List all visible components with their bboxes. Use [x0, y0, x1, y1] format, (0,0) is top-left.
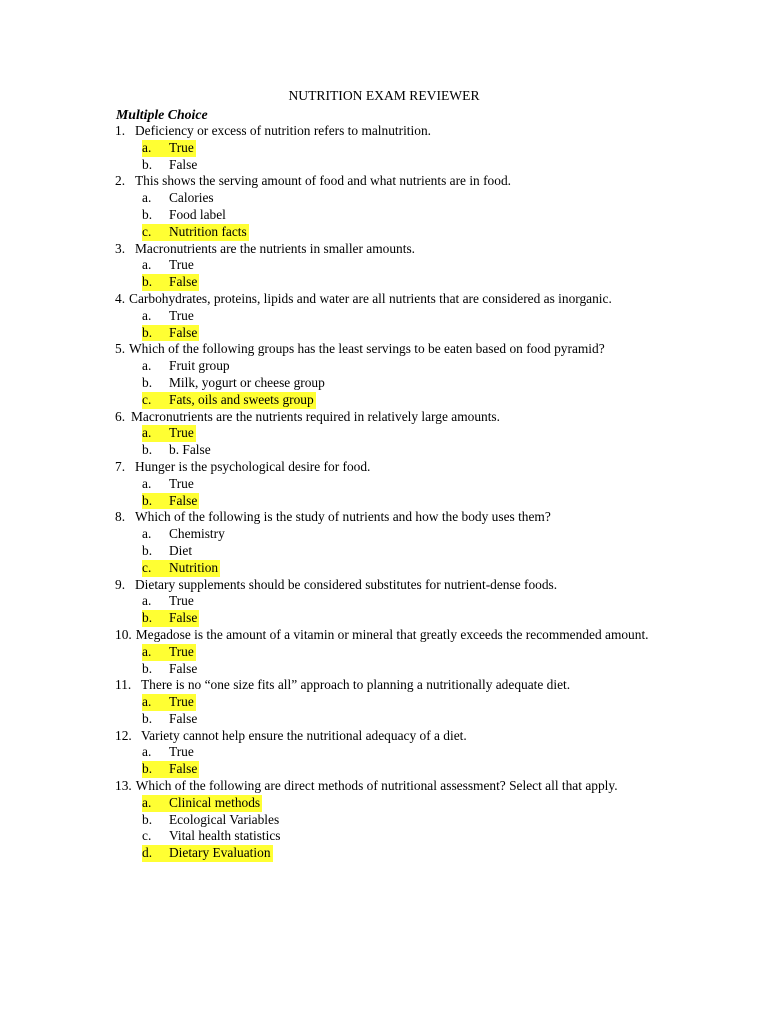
- option-letter: b.: [142, 442, 153, 458]
- section-heading: Multiple Choice: [116, 107, 208, 122]
- option-text: Calories: [169, 190, 214, 206]
- option-text: Chemistry: [169, 526, 225, 542]
- answer-box: [142, 442, 211, 459]
- option-text: True: [169, 744, 194, 760]
- answer-box: [142, 190, 214, 207]
- answer-box: [142, 375, 325, 392]
- question-3: [115, 241, 653, 291]
- option-letter: a.: [142, 694, 152, 710]
- option-letter: a.: [142, 358, 152, 374]
- option-text: False: [169, 274, 198, 290]
- answer-highlight: [142, 560, 220, 577]
- option-letter: b.: [142, 374, 153, 390]
- question-prompt: Which of the following is the study of nutrients and how the body uses them?: [135, 509, 551, 525]
- option-letter: c.: [142, 391, 152, 407]
- question-text: [115, 509, 653, 526]
- answer-option: [142, 694, 653, 711]
- question-list: [115, 123, 653, 862]
- option-letter: d.: [142, 845, 153, 861]
- question-text: [115, 459, 653, 476]
- answer-box: [142, 744, 194, 761]
- question-number: 10.: [115, 626, 132, 642]
- option-text: False: [169, 610, 198, 626]
- question-prompt: There is no “one size fits all” approach to planning a nutritionally adequate diet.: [141, 677, 571, 693]
- question-number: 4.: [115, 290, 126, 306]
- answer-option: [142, 325, 653, 342]
- option-letter: b.: [142, 274, 153, 290]
- question-number: 6.: [115, 408, 126, 424]
- option-text: False: [169, 761, 198, 777]
- answer-option: [142, 140, 653, 157]
- answer-box: [142, 812, 279, 829]
- question-text: [115, 627, 653, 644]
- option-text: True: [169, 257, 194, 273]
- answer-option: [142, 442, 653, 459]
- question-number: 11.: [115, 677, 132, 693]
- answer-option: [142, 190, 653, 207]
- option-letter: a.: [142, 794, 152, 810]
- option-letter: a.: [142, 425, 152, 441]
- option-letter: c.: [142, 559, 152, 575]
- answer-option: [142, 644, 653, 661]
- answer-highlight: [142, 140, 196, 157]
- question-text: [115, 577, 653, 594]
- document-page: [115, 86, 653, 862]
- question-number: 1.: [115, 123, 126, 138]
- question-prompt: Megadose is the amount of a vitamin or mineral that greatly exceeds the recommended amount.: [135, 626, 649, 642]
- option-text: Food label: [169, 206, 226, 222]
- option-text: True: [169, 694, 194, 710]
- option-letter: a.: [142, 643, 152, 659]
- question-1: [115, 123, 653, 173]
- question-prompt: Which of the following are direct methods of nutritional assessment? Select all that apply.: [135, 778, 618, 794]
- option-text: True: [169, 593, 194, 609]
- answer-option: [142, 493, 653, 510]
- answer-highlight: [142, 274, 199, 291]
- question-number: 13.: [115, 778, 132, 794]
- answer-option: [142, 375, 653, 392]
- answer-option: [142, 157, 653, 174]
- question-number: 8.: [115, 509, 126, 525]
- option-text: False: [169, 710, 198, 726]
- option-letter: a.: [142, 257, 152, 273]
- option-letter: b.: [142, 492, 153, 508]
- question-text: [115, 291, 653, 308]
- document-title: NUTRITION EXAM REVIEWER: [288, 88, 480, 103]
- option-text: False: [169, 324, 198, 340]
- option-letter: a.: [142, 475, 152, 491]
- answer-box: [142, 711, 197, 728]
- option-text: Diet: [169, 542, 193, 558]
- option-text: Nutrition: [169, 559, 219, 575]
- answer-box: [142, 526, 225, 543]
- answer-option: [142, 257, 653, 274]
- option-letter: b.: [142, 710, 153, 726]
- answer-highlight: [142, 224, 249, 241]
- option-letter: c.: [142, 828, 152, 844]
- option-text: False: [169, 156, 198, 172]
- option-text: Dietary Evaluation: [169, 845, 271, 861]
- answer-option: [142, 560, 653, 577]
- answer-option: [142, 711, 653, 728]
- option-text: Clinical methods: [169, 794, 261, 810]
- answer-option: [142, 224, 653, 241]
- answer-box: [142, 358, 230, 375]
- option-letter: b.: [142, 206, 153, 222]
- answer-option: [142, 661, 653, 678]
- answer-highlight: [142, 325, 199, 342]
- option-letter: a.: [142, 744, 152, 760]
- question-text: [115, 241, 653, 258]
- question-number: 2.: [115, 173, 126, 189]
- option-letter: b.: [142, 156, 153, 172]
- option-text: True: [169, 425, 194, 441]
- question-number: 12.: [115, 727, 132, 743]
- answer-option: [142, 425, 653, 442]
- option-text: True: [169, 139, 194, 155]
- question-prompt: Carbohydrates, proteins, lipids and water are all nutrients that are considered as inorganic.: [129, 290, 612, 306]
- question-number: 5.: [115, 341, 126, 357]
- option-text: True: [169, 307, 194, 323]
- option-letter: b.: [142, 610, 153, 626]
- option-letter: a.: [142, 526, 152, 542]
- answer-option: [142, 845, 653, 862]
- answer-highlight: [142, 644, 196, 661]
- option-text: b. False: [169, 442, 211, 458]
- question-text: [115, 341, 653, 358]
- question-9: [115, 577, 653, 627]
- answer-option: [142, 761, 653, 778]
- question-prompt: Variety cannot help ensure the nutritional adequacy of a diet.: [141, 727, 467, 743]
- answer-box: [142, 257, 194, 274]
- answer-highlight: [142, 392, 316, 409]
- answer-option: [142, 308, 653, 325]
- question-prompt: Dietary supplements should be considered substitutes for nutrient-dense foods.: [135, 576, 558, 592]
- question-text: [115, 409, 653, 426]
- question-prompt: Hunger is the psychological desire for food.: [135, 458, 371, 474]
- option-letter: c.: [142, 223, 152, 239]
- answer-highlight: [142, 795, 262, 812]
- option-letter: a.: [142, 307, 152, 323]
- question-4: [115, 291, 653, 341]
- question-13: [115, 778, 653, 862]
- answer-box: [142, 308, 194, 325]
- answer-option: [142, 543, 653, 560]
- answer-box: [142, 476, 194, 493]
- answer-box: [142, 593, 194, 610]
- question-12: [115, 728, 653, 778]
- question-2: [115, 173, 653, 240]
- question-11: [115, 677, 653, 727]
- answer-option: [142, 610, 653, 627]
- question-5: [115, 341, 653, 408]
- answer-option: [142, 476, 653, 493]
- answer-box: [142, 661, 197, 678]
- answer-box: [142, 207, 226, 224]
- question-6: [115, 409, 653, 459]
- question-number: 9.: [115, 576, 126, 592]
- question-10: [115, 627, 653, 677]
- question-prompt: Macronutrients are the nutrients required in relatively large amounts.: [131, 408, 500, 424]
- question-text: [115, 173, 653, 190]
- option-text: Milk, yogurt or cheese group: [169, 374, 325, 390]
- question-7: [115, 459, 653, 509]
- option-text: Nutrition facts: [169, 223, 247, 239]
- option-letter: b.: [142, 811, 153, 827]
- option-letter: b.: [142, 761, 153, 777]
- answer-option: [142, 526, 653, 543]
- option-text: Ecological Variables: [169, 811, 280, 827]
- answer-option: [142, 392, 653, 409]
- answer-option: [142, 744, 653, 761]
- option-letter: b.: [142, 324, 153, 340]
- answer-highlight: [142, 493, 199, 510]
- option-text: Fruit group: [169, 358, 230, 374]
- answer-option: [142, 207, 653, 224]
- question-8: [115, 509, 653, 576]
- answer-highlight: [142, 425, 196, 442]
- answer-option: [142, 358, 653, 375]
- question-prompt: Macronutrients are the nutrients in smaller amounts.: [135, 240, 416, 256]
- option-letter: a.: [142, 139, 152, 155]
- question-prompt: Deficiency or excess of nutrition refers to malnutrition.: [135, 123, 431, 138]
- question-number: 7.: [115, 458, 126, 474]
- option-letter: a.: [142, 190, 152, 206]
- option-text: Vital health statistics: [169, 828, 281, 844]
- option-letter: b.: [142, 660, 153, 676]
- answer-box: [142, 543, 192, 560]
- answer-highlight: [142, 610, 199, 627]
- question-text: [115, 778, 653, 795]
- answer-highlight: [142, 694, 196, 711]
- answer-box: [142, 828, 281, 845]
- option-text: True: [169, 643, 194, 659]
- answer-option: [142, 828, 653, 845]
- question-text: [115, 677, 653, 694]
- answer-highlight: [142, 761, 199, 778]
- option-letter: a.: [142, 593, 152, 609]
- option-text: False: [169, 492, 198, 508]
- question-prompt: Which of the following groups has the least servings to be eaten based on food pyramid?: [129, 341, 605, 357]
- option-text: False: [169, 660, 198, 676]
- answer-option: [142, 274, 653, 291]
- answer-highlight: [142, 845, 273, 862]
- question-prompt: This shows the serving amount of food and what nutrients are in food.: [135, 173, 511, 189]
- answer-box: [142, 157, 197, 174]
- question-text: [115, 728, 653, 745]
- answer-option: [142, 593, 653, 610]
- option-letter: b.: [142, 542, 153, 558]
- option-text: Fats, oils and sweets group: [169, 391, 314, 407]
- answer-option: [142, 795, 653, 812]
- option-text: True: [169, 475, 194, 491]
- answer-option: [142, 812, 653, 829]
- question-text: [115, 123, 653, 140]
- question-number: 3.: [115, 240, 126, 256]
